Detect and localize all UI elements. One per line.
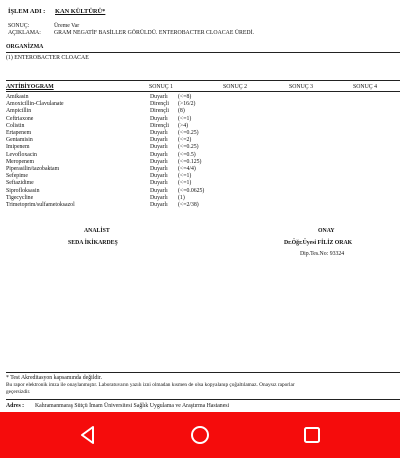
table-row [6,173,400,180]
susceptibility-result: Duyarlı [150,115,168,122]
mic-value: (<=1) [178,173,192,180]
mic-value: (<=8) [178,94,192,100]
table-row [6,152,400,159]
organizma-divider [6,52,400,53]
susceptibility-result: Duyarlı [150,173,168,180]
mic-value: (<=1) [178,180,192,187]
table-row [6,180,400,187]
islem-label: İŞLEM ADI : [8,8,46,15]
drug-name: Meropenem [6,158,35,165]
back-triangle-icon [78,425,98,445]
home-button[interactable] [186,422,214,448]
android-navigation-bar [0,412,400,458]
sonuc-value: Üreme Var [54,23,80,29]
mic-value: (<=0.25) [178,144,199,151]
drug-name: Trimetoprim/sulfametoksazol [6,202,75,208]
mic-value: (>4) [178,122,189,129]
drug-name: Tigecycline [6,194,34,201]
footer-note-gecersiz: geçersizdir. [6,389,31,395]
drug-name: Seftazidime [6,180,34,187]
islem-value: KAN KÜLTÜRÜ* [55,8,106,15]
mic-value: (<=0.125) [178,158,202,165]
susceptibility-result: Duyarlı [150,151,168,158]
susceptibility-result: Duyarlı [150,144,168,151]
onay-label: ONAY [318,228,335,234]
table-row [6,116,400,123]
susceptibility-result: Duyarlı [150,166,168,172]
table-row [6,195,400,202]
drug-name: Gentamisin [6,137,33,144]
drug-name: Imipenem [6,144,30,151]
recents-button[interactable] [298,422,326,448]
mic-value: (>16/2) [178,101,196,108]
drug-name: Sefepime [6,173,28,180]
table-row [6,137,400,144]
column-header-sonuc-4: SONUÇ 4 [353,84,377,90]
antibiyogram-header-divider [6,91,400,92]
mic-value: (8) [178,108,185,115]
susceptibility-result: Duyarlı [150,94,168,100]
mic-value: (<=4/4) [178,166,196,172]
susceptibility-result: Duyarlı [150,202,168,208]
table-row [6,123,400,130]
susceptibility-result: Dirençli [150,122,169,129]
organizma-title: ORGANİZMA [6,44,44,50]
column-header-sonuc-1: SONUÇ 1 [149,84,173,90]
mic-value: (<=0.0625) [178,187,205,194]
aciklama-value: GRAM NEGATİF BASİLLER GÖRÜLDÜ. ENTEROBACTER CLOACAE ÜREDİ. [54,30,254,36]
analist-name: SEDA İKİKARDEŞ [68,240,118,246]
table-row [6,166,400,173]
mic-value: (1) [178,194,185,201]
drug-name: Amoxicillin-Clavulanate [6,101,64,108]
table-row [6,108,400,115]
table-row [6,202,400,209]
recents-square-icon [302,425,322,445]
footer-note-akreditasyon: * Test Akreditasyon kapsamında değildir. [6,375,102,381]
susceptibility-result: Duyarlı [150,187,168,194]
organizma-item: (1) ENTEROBACTER CLOACAE [6,55,89,61]
drug-name: Siprofloksasin [6,187,40,194]
analist-label: ANALİST [84,228,110,234]
table-row [6,101,400,108]
susceptibility-result: Duyarlı [150,137,168,144]
susceptibility-result: Dirençli [150,108,169,115]
drug-name: Levofloxacin [6,151,37,158]
home-circle-icon [190,425,210,445]
drug-name: Piperasilin/tazobaktam [6,166,60,172]
mic-value: (<=2) [178,137,192,144]
adres-label: Adres : [6,403,25,409]
mic-value: (<=1) [178,115,192,122]
drug-name: Colistin [6,122,25,129]
footer-divider [6,372,400,373]
drug-name: Ertapenem [6,130,32,136]
adres-divider [6,399,400,400]
susceptibility-result: Dirençli [150,101,169,108]
susceptibility-result: Duyarlı [150,158,168,165]
table-row [6,159,400,166]
susceptibility-result: Duyarlı [150,194,168,201]
mic-value: (<=2/38) [178,202,199,208]
drug-name: Ampicillin [6,108,32,115]
table-row [6,130,400,137]
susceptibility-result: Duyarlı [150,180,168,187]
susceptibility-result: Duyarlı [150,130,168,136]
antibiyogram-top-divider [6,80,400,81]
onay-name: Dr.Öğr.Üyesi FİLİZ ORAK [284,240,353,246]
table-row [6,144,400,151]
column-header-sonuc-3: SONUÇ 3 [289,84,313,90]
drug-name: Ceftriaxone [6,115,34,122]
mic-value: (<=0.25) [178,130,199,136]
back-button[interactable] [74,422,102,448]
footer-note-elektronik-imza: Bu rapor elektronik imza ile onaylanmıştır. Laboratuvarın yazılı izni olmadan kısmen de olsa kopyalanıp çoğaltılamaz. Onaysız raporlar [6,382,295,388]
table-row [6,94,400,101]
mic-value: (<=0.5) [178,151,196,158]
aciklama-label: AÇIKLAMA: [8,30,41,36]
column-header-sonuc-2: SONUÇ 2 [223,84,247,90]
table-row [6,188,400,195]
adres-value: Kahramanmaraş Sütçü İmam Üniversitesi Sağlık Uygulama ve Araştırma Hastanesi [35,403,230,409]
onay-dip-no: Dip.Tes.No: 93324 [300,251,345,257]
drug-name: Amikasin [6,94,29,100]
antibiyogram-title: ANTİBİYOGRAM [6,84,54,90]
sonuc-label: SONUÇ: [8,23,30,29]
